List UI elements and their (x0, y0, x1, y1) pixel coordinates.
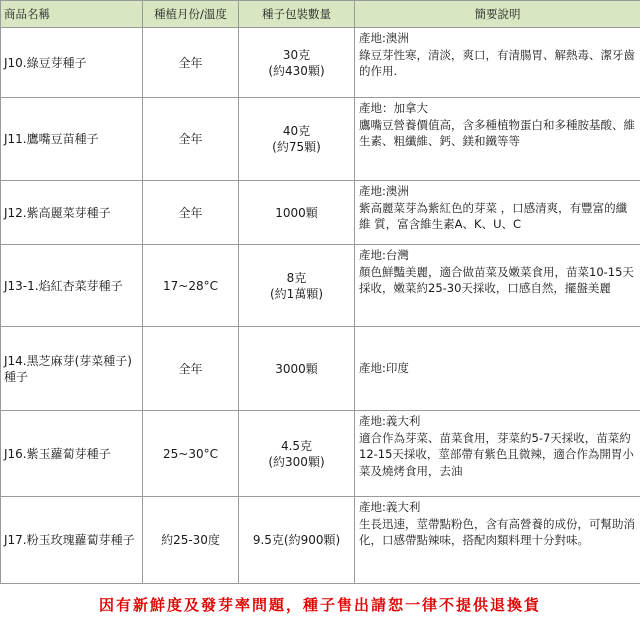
origin-text: 產地:澳洲 (359, 31, 409, 45)
table-row (1, 98, 640, 181)
return-policy-notice: 因有新鮮度及發芽率問題，種子售出請恕一律不提供退換貨 (98, 596, 541, 614)
origin-text: 產地:義大利 (359, 500, 421, 514)
season-cell: 全年 (143, 327, 239, 411)
qty-amount: 9.5克(約900顆) (252, 533, 341, 547)
qty-count: (約430顆) (268, 63, 325, 78)
origin-text: 產地：加拿大 (359, 101, 428, 115)
table-row (1, 181, 640, 245)
season-cell: 25~30°C (143, 411, 239, 497)
product-name: J14.黑芝麻芽(芽菜種子)種子 (1, 327, 143, 411)
desc-cell (355, 411, 640, 497)
desc-text: 鷹嘴豆營養價值高，含多種植物蛋白和多種胺基酸、維生素、粗纖維、鈣、鎂和鐵等等 (359, 117, 635, 148)
qty-amount: 3000顆 (275, 361, 318, 376)
header-season: 種植月份/溫度 (143, 1, 239, 28)
table-row (1, 497, 640, 584)
desc-cell (355, 327, 640, 411)
qty-cell (239, 98, 355, 181)
header-desc: 簡要說明 (355, 1, 640, 28)
origin-text: 產地:澳洲 (359, 184, 409, 198)
desc-text: 綠豆芽性寒，清淡，爽口，有清腸胃、解熱毒、潔牙齒的作用. (359, 47, 635, 78)
qty-amount: 30克 (282, 47, 311, 62)
origin-text: 產地:義大利 (359, 414, 421, 428)
qty-count: (約75顆) (272, 140, 321, 154)
qty-cell (239, 497, 355, 584)
product-name: J17.粉玉玫瑰蘿蔔芽種子 (1, 497, 143, 584)
table-row (1, 327, 640, 411)
table-header-row (1, 1, 640, 28)
desc-text: 紫高麗菜芽為紫紅色的芽菜 ，口感清爽，有豐富的纖維 質，富含維生素A、K、U、C (359, 200, 628, 231)
season-cell: 17~28°C (143, 245, 239, 327)
origin-text: 產地:台灣 (359, 248, 409, 262)
desc-text: 生長迅速，莖帶點粉色，含有高營養的成份，可幫助消化，口感帶點辣味，搭配肉類料理十分對味。 (359, 516, 635, 547)
qty-cell (239, 327, 355, 411)
desc-cell (355, 245, 640, 327)
qty-cell (239, 411, 355, 497)
desc-text: 適合作為芽菜、苗菜食用，芽菜約5-7天採收，苗菜約12-15天採收，莖部帶有紫色且微辣，適合作為開胃小菜及燒烤食用，去油 (359, 430, 634, 478)
table-row (1, 245, 640, 327)
qty-cell (239, 181, 355, 245)
desc-cell (355, 181, 640, 245)
header-name: 商品名稱 (1, 1, 143, 28)
table-row (1, 411, 640, 497)
desc-text: 顏色鮮豔美麗，適合做苗菜及嫩菜食用，苗菜10-15天採收，嫩菜約25-30天採收，口感自然，擺盤美麗 (359, 264, 634, 295)
desc-cell (355, 98, 640, 181)
desc-cell (355, 497, 640, 584)
qty-amount: 8克 (286, 270, 307, 285)
header-qty: 種子包裝數量 (239, 1, 355, 28)
season-cell: 全年 (143, 28, 239, 98)
season-cell: 全年 (143, 98, 239, 181)
product-name: J13-1.焰紅杏菜芽種子 (1, 245, 143, 327)
qty-cell (239, 28, 355, 98)
qty-amount: 1000顆 (275, 205, 318, 220)
season-cell: 全年 (143, 181, 239, 245)
qty-amount: 40克 (282, 124, 311, 138)
qty-amount: 4.5克 (280, 438, 313, 453)
product-name: J10.綠豆芽種子 (1, 28, 143, 98)
qty-count: (約1萬顆) (270, 286, 323, 301)
season-cell: 約25-30度 (143, 497, 239, 584)
product-name: J16.紫玉蘿蔔芽種子 (1, 411, 143, 497)
product-name: J11.鷹嘴豆苗種子 (1, 98, 143, 181)
desc-cell (355, 28, 640, 98)
qty-cell (239, 245, 355, 327)
table-row (1, 28, 640, 98)
product-name: J12.紫高麗菜芽種子 (1, 181, 143, 245)
origin-text: 產地:印度 (359, 361, 409, 376)
qty-count: (約300顆) (268, 454, 325, 469)
